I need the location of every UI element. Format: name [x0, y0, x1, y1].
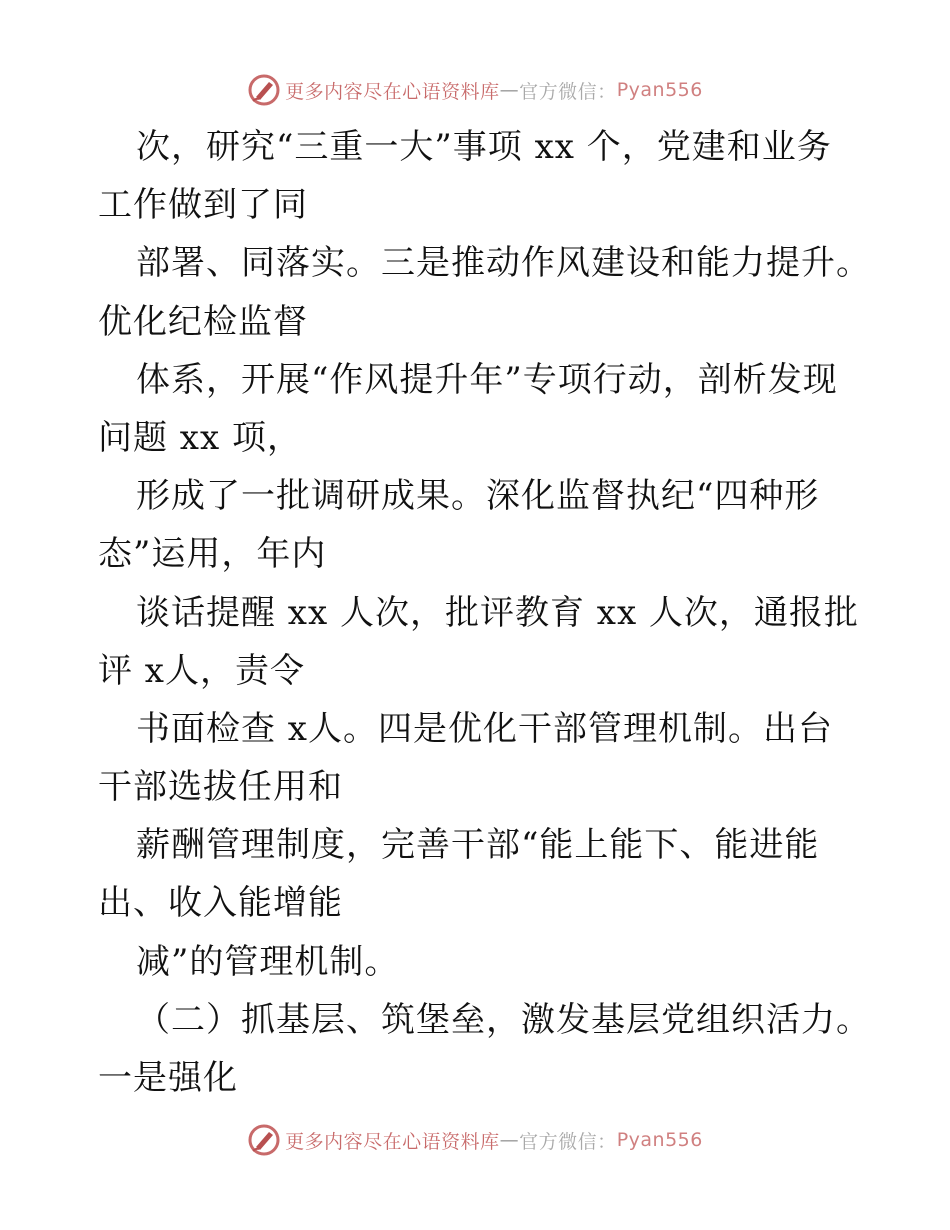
body-line: 次，研究“三重一大”事项 xx 个，党建和业务	[136, 127, 832, 167]
watermark-main-text: 更多内容尽在心语资料库	[285, 1130, 500, 1153]
body-line: （二）抓基层、筑堡垒，激发基层党组织活力。	[136, 999, 871, 1040]
body-line: 评 x人，责令	[98, 650, 305, 691]
body-line: 优化纪检监督	[98, 301, 308, 342]
watermark-sub-text: 官方微信：	[519, 1130, 617, 1153]
watermark-sub-text: 官方微信：	[519, 80, 617, 103]
body-line: 问题 xx 项，	[98, 417, 302, 458]
watermark-footer	[0, 1120, 950, 1160]
watermark-wechat-id: Pyan556	[616, 1129, 703, 1151]
body-line: 部署、同落实。三是推动作风建设和能力提升。	[136, 243, 871, 284]
brush-logo-icon	[247, 73, 281, 107]
body-line: 干部选拔任用和	[98, 767, 343, 808]
watermark-separator: —	[499, 79, 520, 101]
watermark-main-text: 更多内容尽在心语资料库	[285, 80, 500, 103]
watermark-wechat-id: Pyan556	[616, 79, 703, 101]
brush-logo-icon	[247, 1123, 281, 1157]
body-line: 工作做到了同	[98, 185, 308, 226]
body-line: 谈话提醒 xx 人次，批评教育 xx 人次，通报批	[136, 592, 859, 633]
body-line: 形成了一批调研成果。深化监督执纪“四种形	[136, 476, 820, 517]
body-line: 体系，开展“作风提升年”专项行动，剖析发现	[136, 359, 838, 400]
body-line: 书面检查 x人。四是优化干部管理机制。出台	[136, 708, 833, 749]
watermark-header	[0, 70, 950, 110]
body-line: 出、收入能增能	[98, 883, 343, 924]
document-body	[98, 118, 871, 1107]
watermark-separator: —	[499, 1129, 520, 1151]
body-line: 薪酬管理制度，完善干部“能上能下、能进能	[136, 825, 820, 866]
body-line: 一是强化	[98, 1058, 238, 1098]
body-line: 减”的管理机制。	[136, 941, 400, 982]
body-line: 态”运用，年内	[98, 534, 327, 575]
